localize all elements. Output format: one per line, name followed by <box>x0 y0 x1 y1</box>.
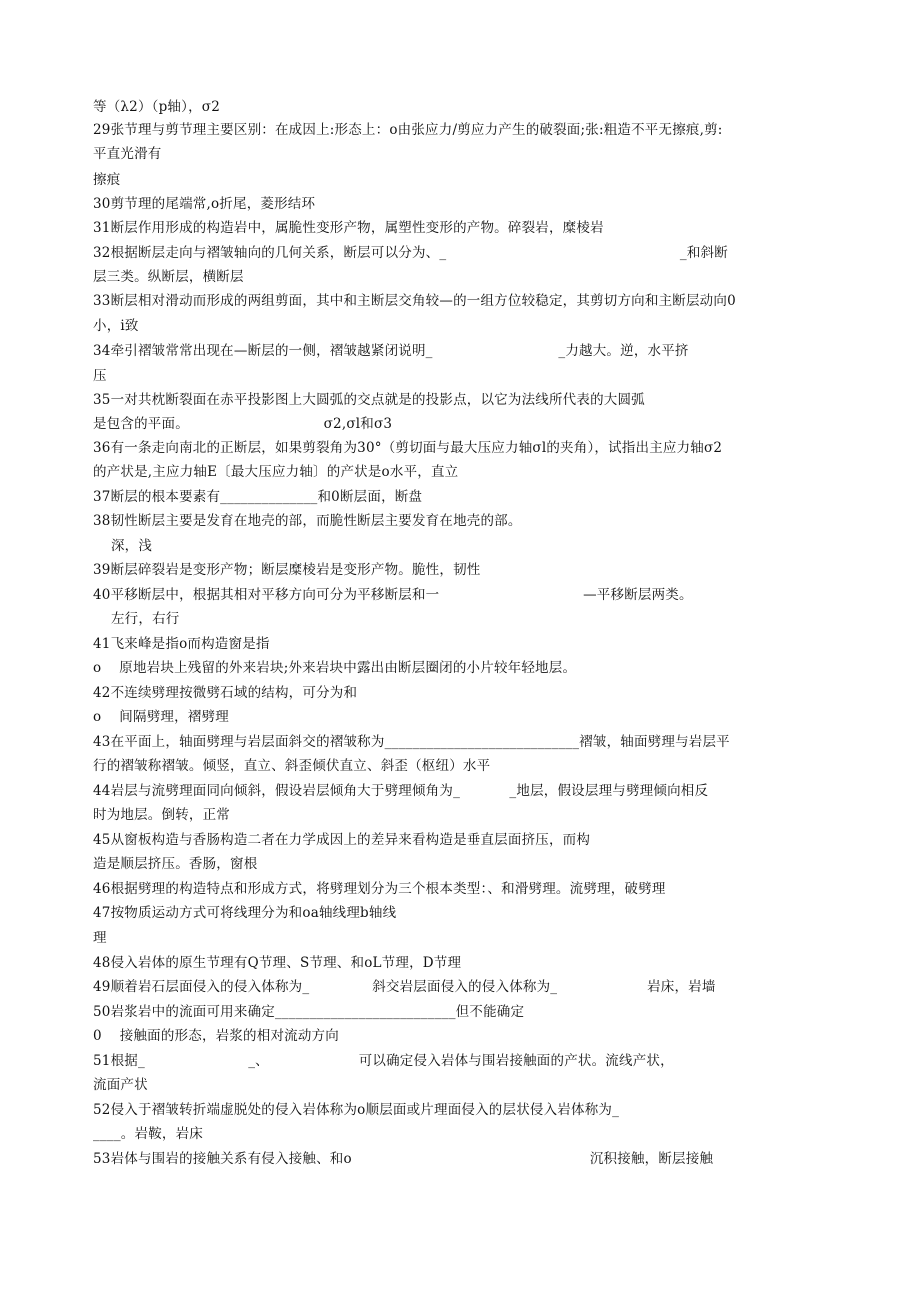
text-line: 31断层作用形成的构造岩中，属脆性变形产物，属塑性变形的产物。碎裂岩，糜棱岩 <box>93 220 604 236</box>
text-line: 30剪节理的尾端常,o折尾，菱形结环 <box>93 196 316 212</box>
text-line: 50岩浆岩中的流面可用来确定__________________________但不能确定 <box>93 1004 525 1020</box>
text-line: 46根据劈理的构造特点和形成方式，将劈理划分为三个根本类型：、和滑劈理。流劈理，破劈理 <box>93 881 666 897</box>
text-line: 等（λ2）（p轴），σ2 <box>93 99 220 115</box>
text-line: 平直光滑有 <box>93 146 162 162</box>
text-line: 53岩体与围岩的接触关系有侵入接触、和o 沉积接触，断层接触 <box>93 1151 714 1167</box>
text-line: 38韧性断层主要是发育在地壳的部，而脆性断层主要发育在地壳的部。 <box>93 513 522 529</box>
text-line: 43在平面上，轴面劈理与岩层面斜交的褶皱称为____________________________褶皱，轴面劈理与岩层平 <box>93 734 730 750</box>
text-line: 29张节理与剪节理主要区别：在成因上:形态上：o由张应力/剪应力产生的破裂面;张:粗造不平无擦痕,剪: <box>93 122 723 138</box>
text-line: 的产状是,主应力轴E〔最大压应力轴〕的产状是o水平，直立 <box>93 464 459 480</box>
text-line: 36有一条走向南北的正断层，如果剪裂角为30°（剪切面与最大压应力轴σl的夹角），试指出主应力轴σ2 <box>93 440 723 456</box>
text-line: 压 <box>93 368 107 384</box>
text-line: 35一对共枕断裂面在赤平投影图上大圆弧的交点就是的投影点，以它为法线所代表的大圆弧 <box>93 392 645 408</box>
text-line: ____。岩鞍，岩床 <box>93 1126 203 1142</box>
text-line: 0 接触面的形态，岩浆的相对流动方向 <box>93 1028 339 1044</box>
text-line: 48侵入岩体的原生节理有Q节理、S节理、和oL节理，D节理 <box>93 955 462 971</box>
text-line: 47按物质运动方式可将线理分为和oa轴线理b轴线 <box>93 905 397 921</box>
text-line: 52侵入于褶皱转折端虚脱处的侵入岩体称为o顺层面或片理面侵入的层状侵入岩体称为_ <box>93 1102 620 1118</box>
text-line: o 原地岩块上残留的外来岩块;外来岩块中露出由断层圈闭的小片较年轻地层。 <box>93 660 577 676</box>
text-line: 行的褶皱称褶皱。倾竖，直立、斜歪倾伏直立、斜歪（枢纽）水平 <box>93 758 491 774</box>
text-line: 32根据断层走向与褶皱轴向的几何关系，断层可以分为、_ _和斜断 <box>93 245 728 261</box>
text-line: 深，浅 <box>93 538 153 554</box>
text-line: 51根据_ _、 可以确定侵入岩体与围岩接触面的产状。流线产状， <box>93 1053 674 1069</box>
text-line: 40平移断层中，根据其相对平移方向可分为平移断层和一 —平移断层两类。 <box>93 587 693 603</box>
text-line: 擦痕 <box>93 172 121 188</box>
text-line: 44岩层与流劈理面同向倾斜，假设岩层倾角大于劈理倾角为_ _地层，假设层理与劈理倾向相反 <box>93 783 709 799</box>
text-line: 流面产状 <box>93 1077 148 1093</box>
text-line: 造是顺层挤压。香肠，窗根 <box>93 856 258 872</box>
text-line: 42不连续劈理按微劈石域的结构，可分为和 <box>93 685 358 701</box>
text-line: 34牵引褶皱常常出现在—断层的一侧，褶皱越紧闭说明_ _力越大。逆，水平挤 <box>93 343 689 359</box>
text-line: 小，i致 <box>93 318 139 334</box>
text-line: 33断层相对滑动而形成的两组剪面，其中和主断层交角较—的一组方位较稳定，其剪切方向和主断层动向0 <box>93 293 736 309</box>
text-line: o 间隔劈理，褶劈理 <box>93 709 229 725</box>
text-line: 理 <box>93 930 107 946</box>
text-line: 是包含的平面。 σ2,σl和σ3 <box>93 416 393 432</box>
text-line: 49顺着岩石层面侵入的侵入体称为_ 斜交岩层面侵入的侵入体称为_ 岩床，岩墙 <box>93 979 716 995</box>
text-line: 层三类。纵断层，横断层 <box>93 269 244 285</box>
text-line: 时为地层。倒转，正常 <box>93 807 230 823</box>
text-line: 39断层碎裂岩是变形产物；断层糜棱岩是变形产物。脆性，韧性 <box>93 562 481 578</box>
text-line: 45从窗板构造与香肠构造二者在力学成因上的差异来看构造是垂直层面挤压，而构 <box>93 832 591 848</box>
text-line: 41飞来峰是指o而构造窗是指 <box>93 636 270 652</box>
text-line: 左行，右行 <box>93 611 180 627</box>
text-line: 37断层的根本要素有______________和0断层面，断盘 <box>93 489 423 505</box>
